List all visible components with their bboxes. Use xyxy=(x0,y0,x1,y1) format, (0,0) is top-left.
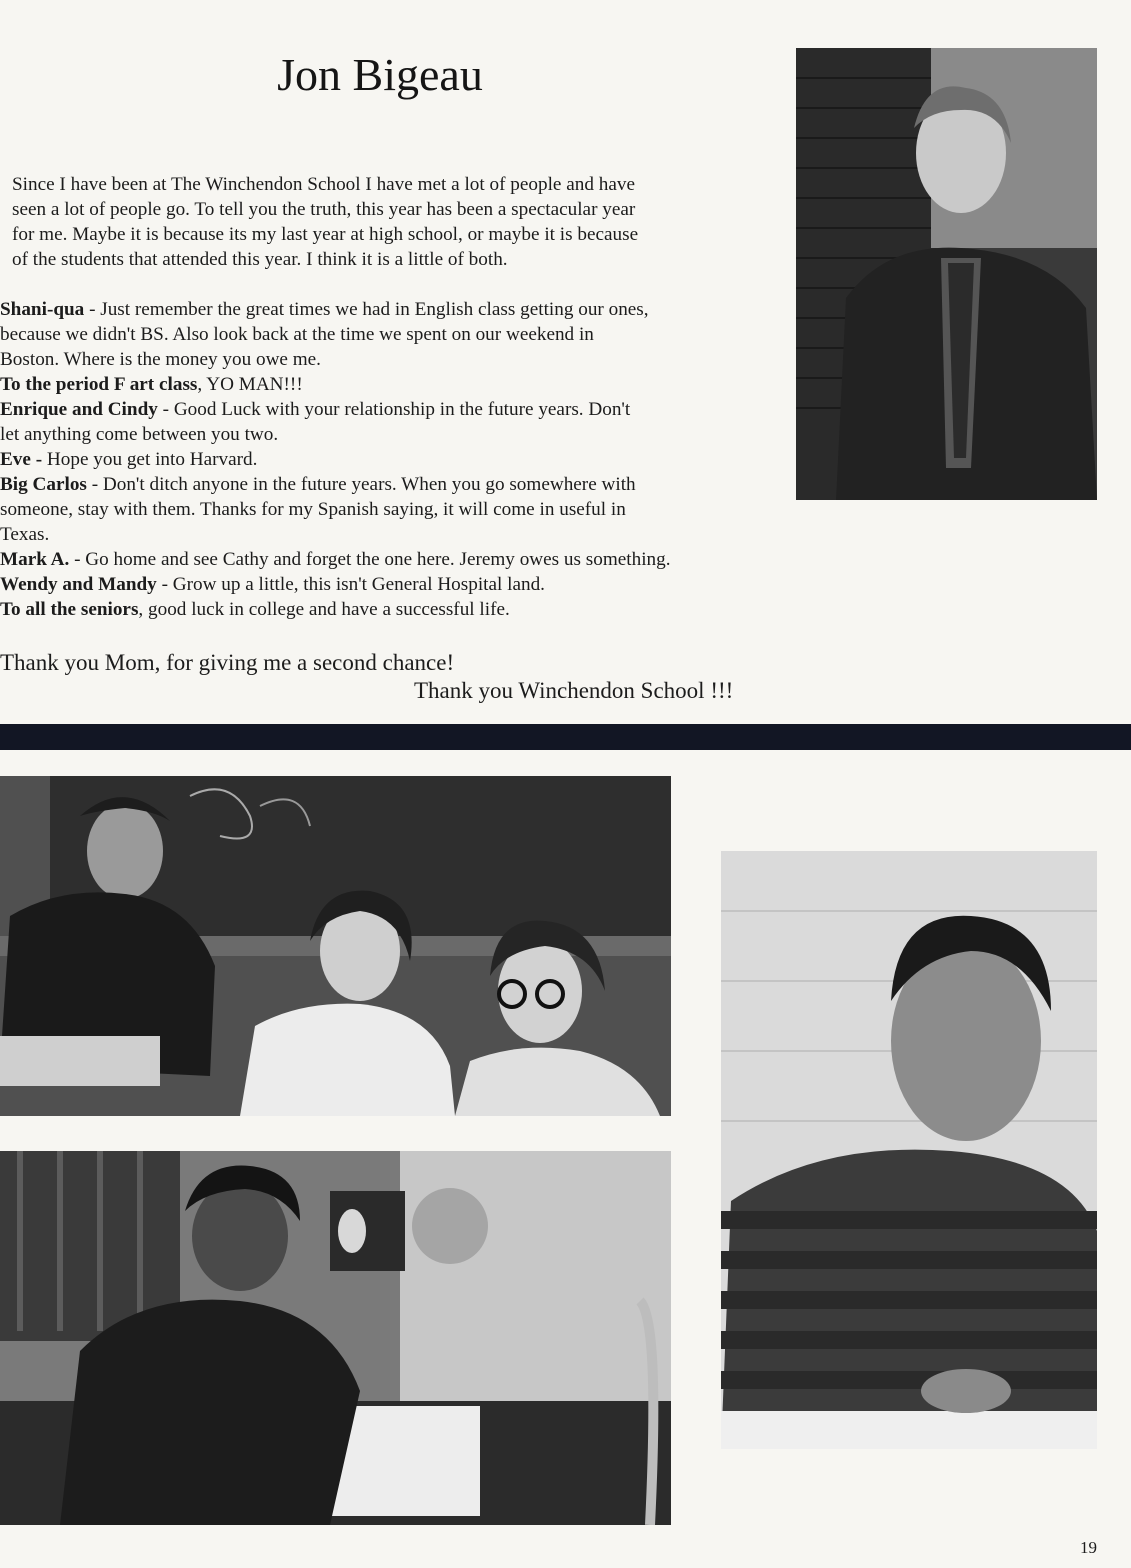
dedication-text: Texas. xyxy=(0,524,50,545)
dedication-enrique-cindy xyxy=(0,397,800,447)
page-number: 19 xyxy=(1080,1538,1097,1557)
senior-message xyxy=(0,172,800,622)
thanks-mom: Thank you Mom, for giving me a second chance! xyxy=(0,650,455,675)
dedication-big-carlos xyxy=(0,472,800,547)
dedication-shani-qua xyxy=(0,297,800,372)
intro-line: Since I have been at The Winchendon School I have met a lot of people and have xyxy=(12,174,635,195)
dedication-text: - Don't ditch anyone in the future years. When you go somewhere with xyxy=(86,474,636,495)
dedication-text: - Good Luck with your relationship in the future years. Don't xyxy=(157,399,631,420)
page-title: Jon Bigeau xyxy=(277,49,483,100)
dedication-seniors xyxy=(0,597,800,622)
intro-line: of the students that attended this year. I think it is a little of both. xyxy=(12,249,508,270)
dedication-name: Eve - xyxy=(0,449,43,470)
smiling-student-photo xyxy=(721,851,1097,1449)
dedication-mark-a xyxy=(0,547,800,572)
dedication-name: Enrique and Cindy xyxy=(0,399,158,420)
dedication-name: To all the seniors xyxy=(0,599,139,620)
intro-paragraph xyxy=(0,172,800,272)
student-writing-photo xyxy=(0,1151,671,1525)
dedication-name: Wendy and Mandy xyxy=(0,574,157,595)
dedication-name: To the period F art class xyxy=(0,374,198,395)
dedication-text: because we didn't BS. Also look back at the time we spent on our weekend in xyxy=(0,324,594,345)
dedication-name: Mark A. xyxy=(0,549,70,570)
dedication-text: - Grow up a little, this isn't General Hospital land. xyxy=(156,574,545,595)
dedication-text: someone, stay with them. Thanks for my Spanish saying, it will come in useful in xyxy=(0,499,626,520)
dedication-eve xyxy=(0,447,800,472)
dedication-text: , YO MAN!!! xyxy=(197,374,303,395)
dedication-name: Big Carlos xyxy=(0,474,87,495)
dedication-text: let anything come between you two. xyxy=(0,424,279,445)
classroom-students-photo xyxy=(0,776,671,1116)
dedication-text: - Go home and see Cathy and forget the one here. Jeremy owes us something. xyxy=(69,549,671,570)
intro-line: seen a lot of people go. To tell you the truth, this year has been a spectacular year xyxy=(12,199,636,220)
thanks-school: Thank you Winchendon School !!! xyxy=(414,678,734,703)
intro-line: for me. Maybe it is because its my last year at high school, or maybe it is because xyxy=(12,224,639,245)
dedication-wendy-mandy xyxy=(0,572,800,597)
dedication-name: Shani-qua xyxy=(0,299,85,320)
senior-portrait-photo xyxy=(796,48,1097,500)
dedication-text: , good luck in college and have a successful life. xyxy=(138,599,510,620)
dedication-text: - Just remember the great times we had in English class getting our ones, xyxy=(84,299,649,320)
dedication-text: Boston. Where is the money you owe me. xyxy=(0,349,321,370)
dedication-text: Hope you get into Harvard. xyxy=(42,449,258,470)
dedication-art-class xyxy=(0,372,800,397)
section-divider xyxy=(0,724,1131,750)
